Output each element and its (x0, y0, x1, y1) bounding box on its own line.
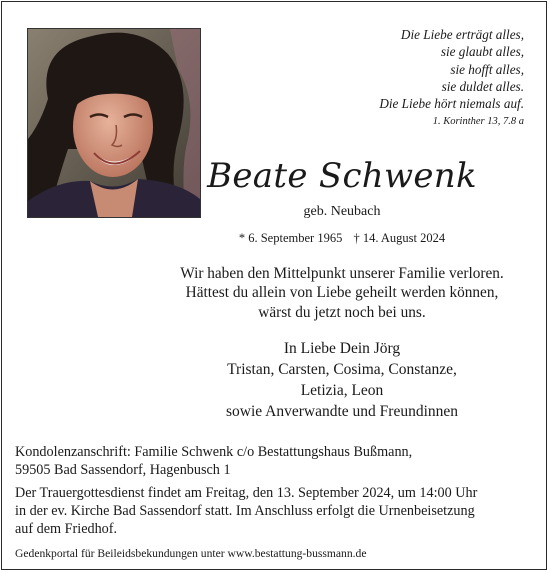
bible-verse (302, 26, 524, 131)
deceased-name: Beate Schwenk (207, 156, 477, 196)
message-line: Wir haben den Mittelpunkt unserer Familie verloren. (180, 265, 504, 282)
mourning-message (172, 264, 512, 322)
verse-line: Die Liebe hört niemals auf. (379, 96, 524, 112)
portrait-image (28, 29, 200, 217)
verse-line: sie hofft alles, (450, 61, 524, 77)
family-signature (172, 338, 512, 422)
family-line: Tristan, Carsten, Cosima, Constanze, (227, 361, 457, 378)
verse-reference: 1. Korinther 13, 7.8 a (432, 116, 524, 128)
family-line: sowie Anverwandte und Freundinnen (225, 403, 459, 420)
address-line: Kondolenzanschrift: Familie Schwenk c/o Bestattungshaus Bußmann, (15, 444, 413, 460)
birth-name: geb. Neubach (303, 204, 381, 219)
service-line: in der ev. Kirche Bad Sassendorf statt. Im Anschluss erfolgt die Urnenbeisetzung (15, 503, 475, 519)
message-line: wärst du jetzt noch bei uns. (258, 303, 426, 321)
verse-line: sie duldet alles. (441, 78, 524, 94)
family-line: Letizia, Leon (300, 382, 384, 399)
service-information (15, 484, 535, 538)
obituary-card (1, 1, 547, 570)
address-line: 59505 Bad Sassendorf, Hagenbusch 1 (15, 462, 231, 478)
verse-line: sie glaubt alles, (440, 44, 524, 60)
memorial-portal-note: Gedenkportal für Beileidsbekundungen unter www.bestattung-bussmann.de (15, 547, 367, 560)
life-dates (202, 231, 482, 246)
service-line: Der Trauergottesdienst findet am Freitag, den 13. September 2024, um 14:00 Uhr (15, 485, 478, 501)
family-line: In Liebe Dein Jörg (283, 340, 401, 357)
service-line: auf dem Friedhof. (15, 521, 118, 537)
verse-line: Die Liebe erträgt alles, (400, 27, 524, 42)
message-line: Hättest du allein von Liebe geheilt werden können, (185, 284, 499, 302)
portrait-photo (27, 28, 201, 218)
birth-date: * 6. September 1965 (238, 231, 343, 245)
death-date: † 14. August 2024 (353, 231, 446, 245)
condolence-address (15, 443, 535, 479)
